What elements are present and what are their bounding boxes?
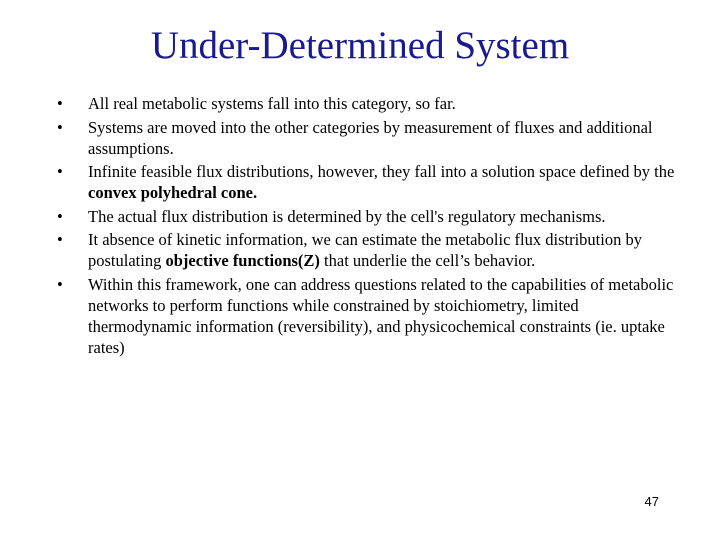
bullet-text-tail: that underlie the cell’s behavior.: [319, 251, 536, 270]
bullet-text: Systems are moved into the other categories by measurement of fluxes and additional assumptions.: [88, 117, 653, 158]
bullet-marker: •: [57, 230, 63, 249]
bullet-marker: •: [57, 206, 63, 226]
bullet-text: Within this framework, one can address questions related to the capabilities of metabolic networks to perform functions while constrained by stoichiometry, limited thermodynamic information (reversibility), and physicochemical constraints (ie. uptake rates): [88, 274, 674, 357]
bullet-item: [57, 117, 677, 159]
bullet-emphasis: convex polyhedral cone.: [88, 183, 258, 202]
bullet-text: All real metabolic systems fall into this category, so far.: [88, 94, 456, 113]
bullet-text: Infinite feasible flux distributions, however, they fall into a solution space defined by the: [88, 162, 675, 181]
bullet-item: [57, 206, 677, 227]
bullet-item: [57, 93, 677, 114]
bullet-text: It absence of kinetic information, we can estimate the metabolic flux distribution by postulating: [88, 230, 642, 270]
bullet-emphasis: objective functions(Z): [165, 251, 320, 270]
bullet-marker: •: [57, 274, 63, 294]
page-number: 47: [644, 494, 659, 509]
bullet-item: [57, 161, 677, 203]
bullet-list: [57, 93, 677, 360]
slide-title: Under-Determined System: [150, 24, 570, 67]
bullet-item: [57, 229, 677, 271]
bullet-marker: •: [57, 162, 63, 181]
bullet-text: The actual flux distribution is determined by the cell's regulatory mechanisms.: [88, 206, 606, 226]
bullet-item: [57, 274, 677, 358]
bullet-marker: •: [57, 94, 63, 113]
bullet-marker: •: [57, 117, 63, 137]
